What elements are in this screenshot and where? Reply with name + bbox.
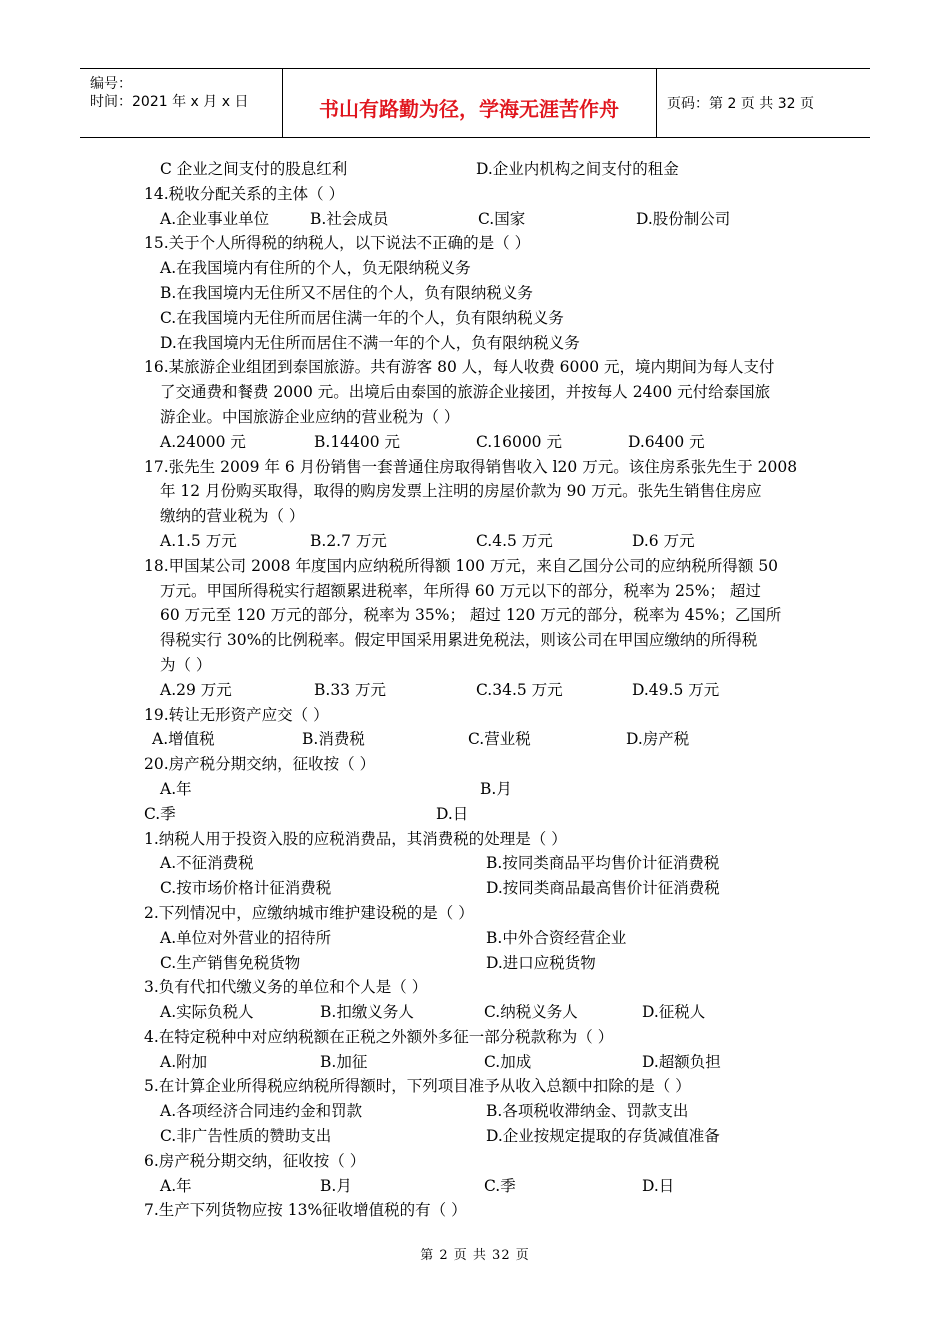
option-b: B.在我国境内无住所又不居住的个人，负有限纳税义务 — [160, 283, 533, 302]
option-c: C.纳税义务人 — [484, 1003, 578, 1022]
option-row — [0, 777, 950, 802]
option-d: D.6400 元 — [628, 432, 705, 451]
option-d: D.企业内机构之间支付的租金 — [476, 160, 679, 178]
question-line — [0, 479, 950, 504]
question-text: 15.关于个人所得税的纳税人，以下说法不正确的是（ ） — [144, 234, 531, 253]
header-page-number: 页码：第 2 页 共 32 页 — [667, 96, 814, 112]
option-a: A.24000 元 — [160, 432, 246, 451]
option-row — [0, 802, 950, 827]
option-line — [0, 306, 950, 331]
option-c: C.4.5 万元 — [476, 531, 553, 550]
option-row — [0, 1000, 950, 1025]
question-line — [0, 603, 950, 628]
question-line — [0, 231, 950, 256]
option-a: A.增值税 — [152, 730, 215, 749]
option-d: D.企业按规定提取的存货减值准备 — [486, 1127, 720, 1146]
option-b: B.月 — [320, 1176, 352, 1195]
option-row — [0, 678, 950, 703]
option-b: B.各项税收滞纳金、罚款支出 — [486, 1102, 689, 1121]
option-c: C.非广告性质的赞助支出 — [160, 1127, 332, 1146]
option-row — [0, 951, 950, 976]
option-row — [0, 876, 950, 901]
document-date-label: 时间：2021 年 x 月 x 日 — [90, 94, 249, 110]
option-row — [0, 851, 950, 876]
option-c: C.16000 元 — [476, 432, 562, 451]
question-text: 6.房产税分期交纳，征收按（ ） — [144, 1151, 366, 1170]
option-row — [0, 727, 950, 752]
option-d: D.进口应税货物 — [486, 953, 596, 972]
document-number-label: 编号： — [90, 76, 132, 92]
option-d: D.日 — [436, 804, 469, 823]
option-a: A.各项经济合同违约金和罚款 — [160, 1102, 363, 1121]
option-d: D.日 — [642, 1176, 675, 1195]
option-row — [0, 1124, 950, 1149]
option-a: A.不征消费税 — [160, 854, 254, 873]
question-text: 16.某旅游企业组团到泰国旅游。共有游客 80 人，每人收费 6000 元，境内期间为每人支付 — [144, 358, 775, 377]
option-b: B.14400 元 — [314, 432, 401, 451]
option-row — [0, 1174, 950, 1199]
option-row — [0, 430, 950, 455]
question-line — [0, 182, 950, 207]
option-line — [0, 281, 950, 306]
question-line — [0, 975, 950, 1000]
option-b: B.2.7 万元 — [310, 531, 387, 550]
option-c: C.在我国境内无住所而居住满一年的个人，负有限纳税义务 — [160, 308, 564, 327]
option-d: D.征税人 — [642, 1003, 706, 1022]
question-text: 17.张先生 2009 年 6 月份销售一套普通住房取得销售收入 l20 万元。该住房系张先生于 2008 — [144, 457, 798, 476]
question-line — [0, 355, 950, 380]
header-motto: 书山有路勤为径，学海无涯苦作舟 — [319, 97, 619, 121]
question-line — [0, 1074, 950, 1099]
option-c: C.按市场价格计征消费税 — [160, 879, 332, 898]
option-a: A.1.5 万元 — [160, 531, 237, 550]
option-a: A.单位对外营业的招待所 — [160, 928, 332, 947]
question-text: 1.纳税人用于投资入股的应税消费品，其消费税的处理是（ ） — [144, 829, 567, 848]
page-header — [80, 68, 870, 138]
question-line — [0, 703, 950, 728]
question-text-continued: 万元。甲国所得税实行超额累进税率，年所得 60 万元以下的部分，税率为 25%； 超过 — [160, 581, 761, 600]
option-d: D.在我国境内无住所而居住不满一年的个人，负有限纳税义务 — [160, 333, 580, 352]
question-text: 4.在特定税种中对应纳税额在正税之外额外多征一部分税款称为（ ） — [144, 1027, 614, 1046]
option-d: D.按同类商品最高售价计征消费税 — [486, 879, 720, 898]
document-body — [0, 157, 950, 1223]
page-footer: 第 2 页 共 32 页 — [420, 1248, 530, 1263]
option-line — [0, 331, 950, 356]
question-text: 2.下列情况中，应缴纳城市维护建设税的是（ ） — [144, 903, 474, 922]
option-c: C.加成 — [484, 1052, 532, 1071]
question-line — [0, 901, 950, 926]
option-row — [0, 1050, 950, 1075]
option-c: C.34.5 万元 — [476, 680, 563, 699]
question-text: 7.生产下列货物应按 13%征收增值税的有（ ） — [144, 1201, 467, 1220]
header-meta-cell — [80, 69, 283, 137]
option-c: C.生产销售免税货物 — [160, 953, 301, 972]
option-b: B.33 万元 — [314, 680, 386, 699]
question-line — [0, 554, 950, 579]
option-d: D.超额负担 — [642, 1052, 721, 1071]
question-line — [0, 405, 950, 430]
header-motto-cell — [282, 69, 657, 137]
option-b: B.加征 — [320, 1052, 368, 1071]
question-text: 5.在计算企业所得税应纳税所得额时，下列项目准予从收入总额中扣除的是（ ） — [144, 1077, 691, 1096]
option-b: B.社会成员 — [310, 209, 389, 228]
option-c: C.季 — [484, 1176, 516, 1195]
question-text: 14.税收分配关系的主体（ ） — [144, 184, 345, 203]
header-page-cell — [657, 69, 870, 137]
question-line — [0, 653, 950, 678]
option-a: A.29 万元 — [160, 680, 232, 699]
option-b: B.按同类商品平均售价计征消费税 — [486, 854, 720, 873]
option-b: B.消费税 — [302, 730, 365, 749]
option-a: A.年 — [160, 1176, 192, 1195]
question-text-continued: 游企业。中国旅游企业应纳的营业税为（ ） — [160, 407, 460, 426]
option-c: C.营业税 — [468, 730, 531, 749]
question-line — [0, 455, 950, 480]
question-line — [0, 1025, 950, 1050]
question-text-continued: 了交通费和餐费 2000 元。出境后由泰国的旅游企业接团，并按每人 2400 元付给泰国旅 — [160, 383, 771, 402]
question-line — [0, 1149, 950, 1174]
question-line — [0, 628, 950, 653]
question-text-continued: 为（ ） — [160, 655, 212, 674]
question-text-continued: 得税实行 30%的比例税率。假定甲国采用累进免税法，则该公司在甲国应缴纳的所得税 — [160, 631, 758, 650]
option-row — [0, 926, 950, 951]
question-line — [0, 1198, 950, 1223]
option-a: A.实际负税人 — [160, 1003, 254, 1022]
option-c: C.季 — [144, 804, 176, 823]
option-a: A.年 — [160, 779, 192, 798]
option-a: A.在我国境内有住所的个人，负无限纳税义务 — [160, 259, 471, 278]
option-row — [0, 529, 950, 554]
option-d: D.49.5 万元 — [632, 680, 720, 699]
option-a: A.附加 — [160, 1052, 208, 1071]
option-b: B.扣缴义务人 — [320, 1003, 414, 1022]
option-c: C.国家 — [478, 209, 526, 228]
option-row — [0, 157, 950, 182]
option-line — [0, 256, 950, 281]
option-c: C 企业之间支付的股息红利 — [160, 160, 348, 178]
question-line — [0, 752, 950, 777]
option-row — [0, 207, 950, 232]
option-a: A.企业事业单位 — [160, 209, 270, 228]
question-text-continued: 缴纳的营业税为（ ） — [160, 507, 305, 526]
question-text: 3.负有代扣代缴义务的单位和个人是（ ） — [144, 978, 428, 997]
question-text: 18.甲国某公司 2008 年度国内应纳税所得额 100 万元，来自乙国分公司的应纳税所得额 50 — [144, 556, 779, 575]
option-b: B.月 — [480, 779, 512, 798]
question-text-continued: 60 万元至 120 万元的部分，税率为 35%； 超过 120 万元的部分，税率为 45%；乙国所 — [160, 606, 782, 625]
option-row — [0, 1099, 950, 1124]
question-text-continued: 年 12 月份购买取得，取得的购房发票上注明的房屋价款为 90 万元。张先生销售住房应 — [160, 482, 762, 501]
option-b: B.中外合资经营企业 — [486, 928, 627, 947]
question-line — [0, 579, 950, 604]
question-line — [0, 827, 950, 852]
option-d: D.股份制公司 — [636, 209, 731, 228]
question-line — [0, 380, 950, 405]
question-text: 20.房产税分期交纳，征收按（ ） — [144, 755, 376, 774]
option-d: D.6 万元 — [632, 531, 695, 550]
question-line — [0, 504, 950, 529]
option-d: D.房产税 — [626, 730, 690, 749]
question-text: 19.转让无形资产应交（ ） — [144, 705, 329, 724]
